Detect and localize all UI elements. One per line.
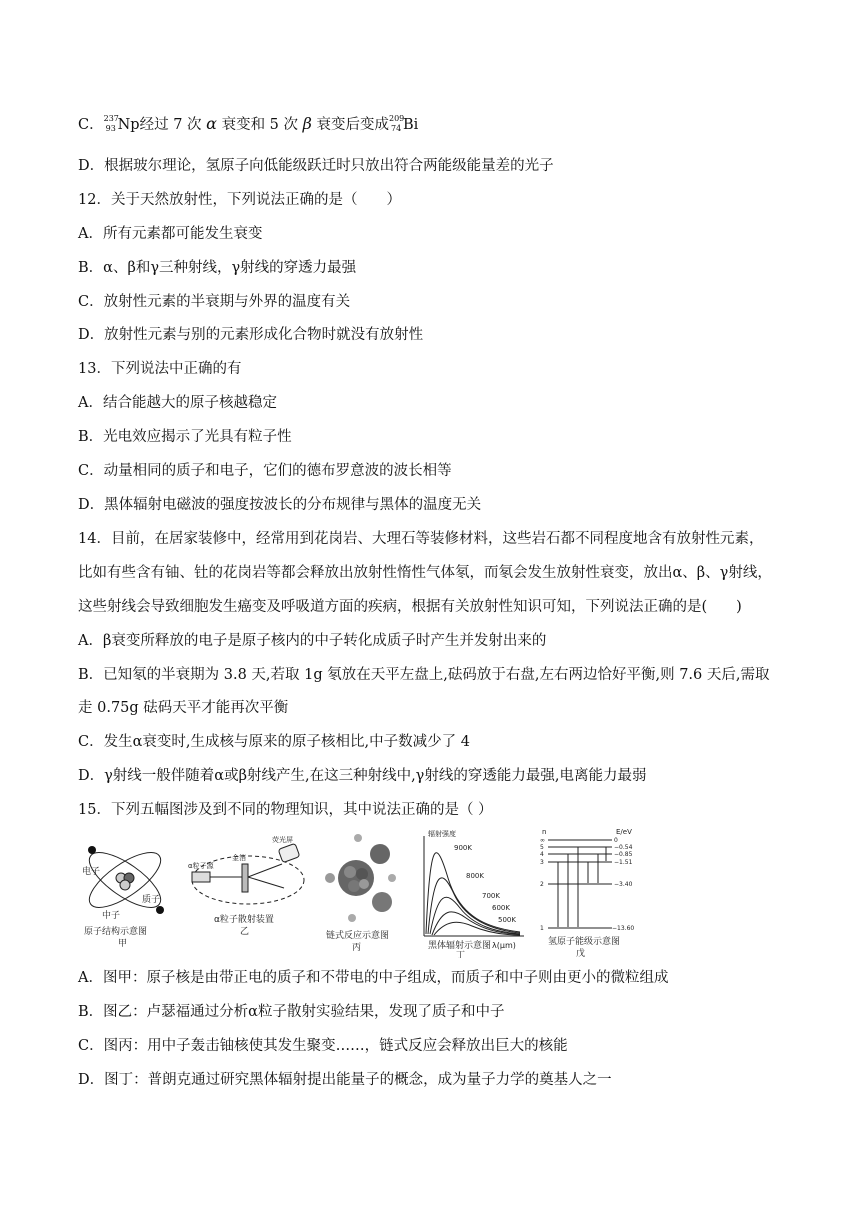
n-head: n — [542, 828, 547, 836]
q14-option-b-line1: B．已知氡的半衰期为 3.8 天,若取 1g 氡放在天平左盘上,砝码放于右盘,左右两边恰好平衡,则 7.6 天后,需取 — [78, 667, 770, 683]
label-electron: 电子 — [82, 867, 101, 877]
level-e-2: −0.85 — [614, 851, 633, 858]
q13-option-b: B．光电效应揭示了光具有粒子性 — [78, 429, 292, 445]
level-e-0: 0 — [614, 837, 618, 844]
transition-arrows — [558, 847, 606, 927]
caption-bing: 链式反应示意图 — [326, 931, 390, 941]
temp-label-1: 800K — [466, 872, 484, 880]
temp-label-2: 700K — [482, 892, 500, 900]
electron-dot — [88, 846, 96, 854]
level-e-5: −13.60 — [612, 925, 635, 932]
temp-label-0: 900K — [454, 844, 472, 852]
label-proton: 质子 — [142, 895, 161, 905]
q12-option-b: B．α、β和γ三种射线，γ射线的穿透力最强 — [78, 260, 357, 276]
temp-label-4: 500K — [498, 916, 516, 924]
level-e-3: −1.51 — [614, 859, 633, 866]
level-e-1: −0.54 — [614, 844, 633, 851]
caption-yi-mark: 乙 — [240, 927, 250, 937]
q12-option-c: C．放射性元素的半衰期与外界的温度有关 — [78, 294, 351, 310]
caption-bing-mark: 丙 — [352, 943, 362, 953]
q13-stem: 13．下列说法中正确的有 — [78, 361, 242, 377]
np-nuclide: 237 93 — [103, 114, 119, 133]
caption-yi: α粒子散射装置 — [214, 915, 274, 925]
q14-option-a: A．β衰变所释放的电子是原子核内的中子转化成质子时产生并发射出来的 — [78, 633, 547, 649]
figure-blackbody — [408, 828, 528, 958]
q15-option-a: A．图甲：原子核是由带正电的质子和不带电的中子组成，而质子和中子则由更小的微粒组成 — [78, 970, 669, 986]
q13-option-d: D．黑体辐射电磁波的强度按波长的分布规律与黑体的温度无关 — [78, 497, 482, 513]
bi-nuclide: 209 74 — [389, 114, 405, 133]
level-e-4: −3.40 — [614, 881, 633, 888]
caption-ding-mark: 丁 — [456, 951, 466, 958]
q13-option-c: C．动量相同的质子和电子，它们的德布罗意波的波长相等 — [78, 463, 452, 479]
q15-option-b: B．图乙：卢瑟福通过分析α粒子散射实验结果，发现了质子和中子 — [78, 1004, 505, 1020]
q11-option-c: C． 237 93 Np经过 7 次 α 衰变和 5 次 β 衰变后变成 209 74 Bi — [78, 114, 419, 133]
label-gold-foil: 金箔 — [232, 854, 246, 862]
q12-option-d: D．放射性元素与别的元素形成化合物时就没有放射性 — [78, 327, 424, 343]
q14-stem-line2: 比如有些含有铀、钍的花岗岩等都会释放出放射性惰性气体氡，而氡会发生放射性衰变，放出α、β、γ射线， — [78, 565, 772, 581]
q14-option-b-line2: 走 0.75g 砝码天平才能再次平衡 — [78, 700, 289, 716]
level-n-3: 3 — [540, 859, 544, 866]
caption-jia: 原子结构示意图 — [84, 927, 148, 937]
q12-stem: 12．关于天然放射性，下列说法正确的是（ ） — [78, 192, 401, 208]
q11-option-d: D．根据玻尔理论，氢原子向低能级跃迁时只放出符合两能级能量差的光子 — [78, 158, 554, 174]
label-screen: 荧光屏 — [272, 836, 293, 844]
ding-ylabel: 辐射强度 — [428, 830, 456, 838]
level-n-4: 2 — [540, 881, 544, 888]
q15-figures — [78, 828, 638, 958]
q14-option-d: D．γ射线一般伴随着α或β射线产生,在这三种射线中,γ射线的穿透能力最强,电离能力最弱 — [78, 768, 647, 784]
figure-energy-levels — [534, 828, 638, 958]
caption-wu-mark: 戊 — [576, 949, 586, 958]
level-n-2: 4 — [540, 851, 544, 858]
q12-option-a: A．所有元素都可能发生衰变 — [78, 226, 263, 242]
ding-xlabel: λ(μm) — [492, 941, 516, 950]
temp-label-3: 600K — [492, 904, 510, 912]
caption-wu: 氢原子能级示意图 — [548, 937, 621, 947]
q13-option-a: A．结合能越大的原子核越稳定 — [78, 395, 277, 411]
figure-atom-structure — [78, 828, 173, 958]
level-n-5: 1 — [540, 925, 544, 932]
gold-foil — [242, 864, 248, 892]
figure-alpha-scattering — [186, 828, 316, 958]
q14-option-c: C．发生α衰变时,生成核与原来的原子核相比,中子数减少了 4 — [78, 734, 470, 750]
q15-stem: 15．下列五幅图涉及到不同的物理知识，其中说法正确的是（ ） — [78, 802, 493, 818]
label-alpha-source: α粒子源 — [188, 862, 214, 870]
level-n-0: ∞ — [540, 837, 545, 844]
q15-option-d: D．图丁：普朗克通过研究黑体辐射提出能量子的概念，成为量子力学的奠基人之一 — [78, 1072, 612, 1088]
caption-jia-mark: 甲 — [118, 939, 128, 949]
q14-stem-line1: 14．目前，在居家装修中，经常用到花岗岩、大理石等装修材料，这些岩石都不同程度地含有放射性元素， — [78, 531, 764, 547]
level-n-1: 5 — [540, 844, 544, 851]
caption-ding: 黑体辐射示意图 — [428, 941, 492, 951]
q15-option-c: C．图丙：用中子轰击铀核使其发生聚变……，链式反应会释放出巨大的核能 — [78, 1038, 568, 1054]
figure-chain-reaction — [322, 828, 402, 958]
energy-unit: E/eV — [616, 828, 632, 836]
label-neutron: 中子 — [102, 911, 121, 921]
q14-stem-line3: 这些射线会导致细胞发生癌变及呼吸道方面的疾病，根据有关放射性知识可知，下列说法正确的是( ) — [78, 599, 742, 615]
